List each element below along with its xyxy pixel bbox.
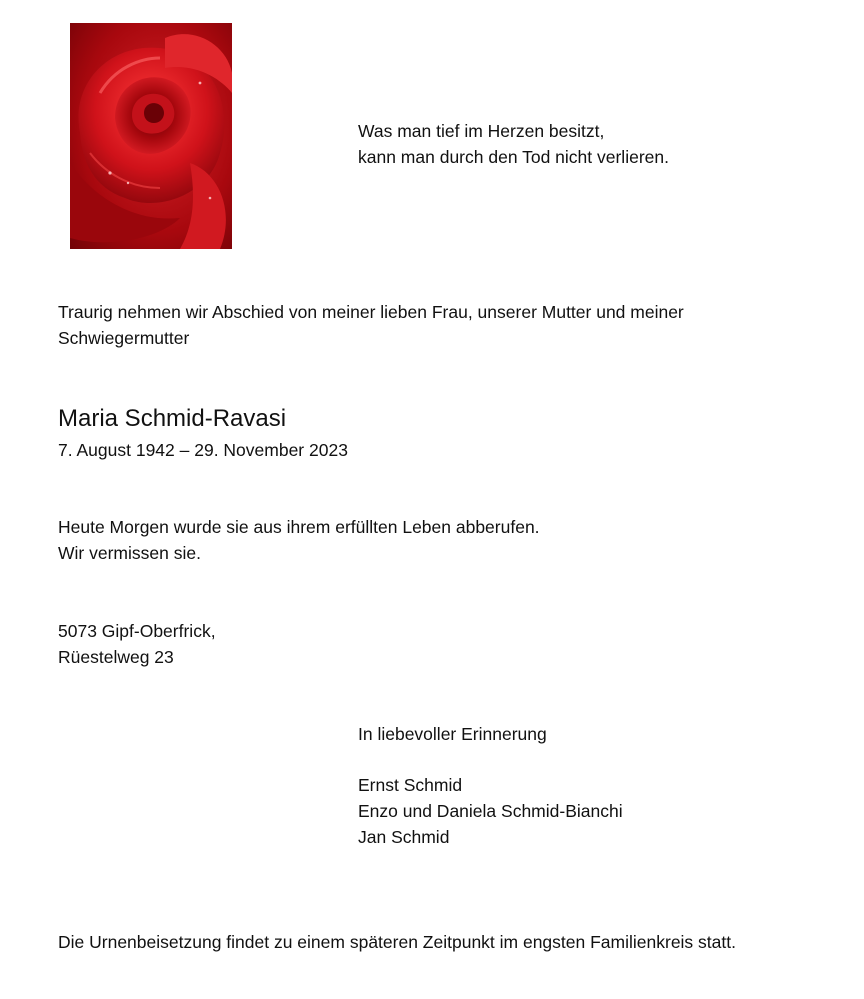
mourner-name: Ernst Schmid	[358, 775, 463, 795]
address-line: 5073 Gipf-Oberfrick,	[58, 621, 216, 641]
remembrance-heading: In liebevoller Erinnerung	[358, 724, 547, 744]
address-line: Rüestelweg 23	[58, 647, 174, 667]
intro-text	[58, 299, 684, 351]
message-text	[58, 514, 540, 566]
deceased-name: Maria Schmid-Ravasi	[58, 405, 287, 432]
address	[58, 618, 216, 670]
motto-line: kann man durch den Tod nicht verlieren.	[358, 147, 669, 167]
message-line: Heute Morgen wurde sie aus ihrem erfüllten Leben abberufen.	[58, 517, 540, 537]
intro-line: Schwiegermutter	[58, 328, 190, 348]
funeral-note: Die Urnenbeisetzung findet zu einem späteren Zeitpunkt im engsten Familienkreis statt.	[58, 932, 736, 952]
mourner-name: Jan Schmid	[358, 827, 450, 847]
mourners-list	[358, 772, 623, 850]
motto-line: Was man tief im Herzen besitzt,	[358, 121, 605, 141]
intro-line: Traurig nehmen wir Abschied von meiner lieben Frau, unserer Mutter und meiner	[58, 302, 684, 322]
red-rose-image	[70, 23, 232, 249]
life-dates: 7. August 1942 – 29. November 2023	[58, 440, 348, 460]
motto-quote	[358, 118, 669, 170]
mourner-name: Enzo und Daniela Schmid-Bianchi	[358, 801, 623, 821]
message-line: Wir vermissen sie.	[58, 543, 201, 563]
